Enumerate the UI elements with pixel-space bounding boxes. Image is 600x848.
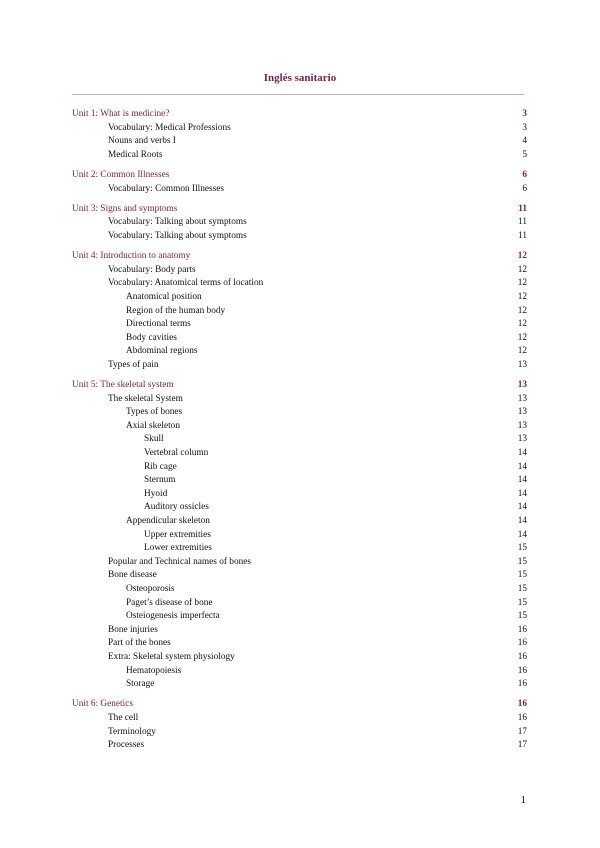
toc-entry[interactable] xyxy=(72,529,527,543)
toc-entry[interactable] xyxy=(72,216,527,230)
title-divider xyxy=(72,94,524,95)
toc-entry-title: Bone disease xyxy=(108,570,157,581)
toc-entry-title: Vertebral column xyxy=(144,448,209,459)
toc-entry[interactable] xyxy=(72,122,527,136)
toc-entry-page: 17 xyxy=(517,726,527,737)
toc-entry[interactable] xyxy=(72,277,527,291)
toc-entry-page: 3 xyxy=(522,122,527,133)
toc-entry[interactable] xyxy=(72,624,527,638)
toc-entry[interactable] xyxy=(72,149,527,163)
document-title: Inglés sanitario xyxy=(263,72,337,84)
toc-entry-page: 12 xyxy=(517,305,527,316)
toc-entry-title: Types of pain xyxy=(108,359,159,370)
toc-entry[interactable] xyxy=(72,420,527,434)
toc-entry-page: 15 xyxy=(517,570,527,581)
toc-entry-page: 16 xyxy=(517,712,527,723)
toc-entry-title: Bone injuries xyxy=(108,624,158,635)
toc-entry[interactable] xyxy=(72,665,527,679)
toc-entry-page: 14 xyxy=(517,475,527,486)
toc-entry[interactable] xyxy=(72,651,527,665)
toc-entry-page: 13 xyxy=(517,359,527,370)
toc-entry-title: Body cavities xyxy=(126,332,177,343)
toc-entry[interactable] xyxy=(72,332,527,346)
toc-entry-page: 11 xyxy=(518,230,527,241)
toc-entry-page: 17 xyxy=(517,740,527,751)
toc-entry[interactable] xyxy=(72,678,527,692)
toc-entry-title: Unit 2: Common Illnesses xyxy=(72,169,170,180)
toc-entry[interactable] xyxy=(72,318,527,332)
toc-entry[interactable] xyxy=(72,542,527,556)
toc-entry-page: 5 xyxy=(522,149,527,160)
toc-entry-page: 14 xyxy=(517,516,527,526)
toc-entry-page: 14 xyxy=(517,448,527,459)
toc-entry-page: 14 xyxy=(517,488,527,499)
toc-entry[interactable] xyxy=(72,406,527,420)
toc-entry[interactable] xyxy=(72,739,527,753)
toc-entry-page: 11 xyxy=(518,203,527,214)
toc-entry[interactable] xyxy=(72,726,527,740)
toc-entry-title: Osteiogenesis imperfecta xyxy=(126,611,220,622)
toc-entry-page: 14 xyxy=(517,502,527,513)
toc-entry[interactable] xyxy=(72,461,527,475)
toc-entry-title: Rib cage xyxy=(144,461,177,472)
toc-entry-title: The skeletal System xyxy=(108,393,183,404)
toc-entry-title: Directional terms xyxy=(126,319,191,330)
toc-entry-title: Vocabulary: Talking about symptoms xyxy=(108,230,247,241)
toc-entry[interactable] xyxy=(72,488,527,502)
toc-entry-page: 13 xyxy=(517,420,527,431)
toc-entry-title: Appendicular skeleton xyxy=(126,516,210,526)
toc-entry[interactable] xyxy=(72,583,527,597)
toc-entry[interactable] xyxy=(72,393,527,407)
toc-entry-page: 11 xyxy=(518,217,527,228)
toc-entry-page: 15 xyxy=(517,543,527,554)
toc-entry-title: Medical Roots xyxy=(108,149,163,160)
toc-entry-title: Hyoid xyxy=(144,488,168,499)
toc-entry-title: Popular and Technical names of bones xyxy=(108,556,251,567)
toc-entry-title: Vocabulary: Common Illnesses xyxy=(108,183,225,194)
toc-entry-page: 16 xyxy=(517,679,527,690)
toc-entry[interactable] xyxy=(72,474,527,488)
toc-entry[interactable] xyxy=(72,264,527,278)
toc-entry-title: Region of the human body xyxy=(126,305,226,316)
toc-entry-page: 14 xyxy=(517,529,527,540)
toc-entry-page: 16 xyxy=(517,624,527,635)
toc-entry-title: Abdominal regions xyxy=(126,346,198,357)
table-of-contents xyxy=(72,108,527,753)
toc-entry-title: Vocabulary: Anatomical terms of location xyxy=(108,278,264,289)
toc-unit-heading[interactable] xyxy=(72,379,527,393)
toc-entry-title: Types of bones xyxy=(126,407,183,418)
toc-entry[interactable] xyxy=(72,359,527,373)
toc-entry-page: 12 xyxy=(517,346,527,357)
toc-entry-title: Auditory ossicles xyxy=(144,502,209,513)
toc-entry-title: Part of the bones xyxy=(108,638,171,649)
toc-entry-page: 13 xyxy=(517,380,527,391)
toc-unit-heading[interactable] xyxy=(72,203,527,217)
toc-entry[interactable] xyxy=(72,230,527,244)
toc-entry-title: The cell xyxy=(108,712,139,723)
toc-entry-title: Unit 5: The skeletal system xyxy=(72,380,174,391)
toc-entry-page: 15 xyxy=(517,597,527,608)
toc-entry-title: Vocabulary: Medical Professions xyxy=(108,122,231,133)
toc-entry-title: Paget’s disease of bone xyxy=(126,597,213,608)
toc-entry-page: 6 xyxy=(522,183,527,194)
toc-entry[interactable] xyxy=(72,135,527,149)
toc-entry-title: Unit 1: What is medicine? xyxy=(72,109,170,119)
toc-entry-title: Lower extremities xyxy=(144,543,212,554)
toc-entry-page: 15 xyxy=(517,583,527,594)
toc-entry[interactable] xyxy=(72,183,527,197)
toc-entry-page: 12 xyxy=(517,264,527,275)
toc-entry-title: Storage xyxy=(126,679,155,690)
toc-entry-title: Vocabulary: Talking about symptoms xyxy=(108,217,247,228)
toc-entry-title: Hematopoiesis xyxy=(126,665,182,676)
toc-entry-title: Axial skeleton xyxy=(126,420,180,431)
toc-entry-title: Terminology xyxy=(108,726,156,737)
toc-unit-heading[interactable] xyxy=(72,698,527,712)
toc-entry-page: 12 xyxy=(517,291,527,302)
toc-entry-title: Vocabulary: Body parts xyxy=(108,264,196,275)
toc-entry-page: 13 xyxy=(517,407,527,418)
page-number: 1 xyxy=(520,794,526,806)
toc-entry[interactable] xyxy=(72,610,527,624)
toc-entry[interactable] xyxy=(72,305,527,319)
toc-entry-page: 16 xyxy=(517,651,527,662)
toc-entry-title: Upper extremities xyxy=(144,529,211,540)
toc-entry-page: 4 xyxy=(522,136,527,147)
toc-entry[interactable] xyxy=(72,291,527,305)
toc-entry[interactable] xyxy=(72,569,527,583)
toc-entry[interactable] xyxy=(72,556,527,570)
toc-entry-title: Unit 6: Genetics xyxy=(72,699,133,710)
toc-entry-page: 12 xyxy=(517,332,527,343)
toc-entry[interactable] xyxy=(72,597,527,611)
toc-unit-heading[interactable] xyxy=(72,108,527,122)
toc-entry-title: Extra: Skeletal system physiology xyxy=(108,651,235,662)
toc-entry-title: Osteoporosis xyxy=(126,583,175,594)
toc-entry-page: 15 xyxy=(517,556,527,567)
toc-entry-page: 14 xyxy=(517,461,527,472)
toc-entry[interactable] xyxy=(72,637,527,651)
toc-entry-title: Nouns and verbs I xyxy=(108,136,176,147)
toc-entry-page: 12 xyxy=(517,319,527,330)
toc-entry-page: 16 xyxy=(517,665,527,676)
toc-entry-title: Sternum xyxy=(144,475,176,486)
toc-entry[interactable] xyxy=(72,433,527,447)
toc-entry-title: Anatomical position xyxy=(126,291,202,302)
toc-entry[interactable] xyxy=(72,501,527,515)
toc-entry-title: Processes xyxy=(108,740,145,751)
toc-entry-title: Unit 4: Introduction to anatomy xyxy=(72,251,191,262)
toc-unit-heading[interactable] xyxy=(72,250,527,264)
toc-entry-page: 16 xyxy=(517,638,527,649)
toc-entry[interactable] xyxy=(72,515,527,529)
toc-entry-page: 12 xyxy=(517,278,527,289)
toc-entry[interactable] xyxy=(72,345,527,359)
toc-entry-page: 6 xyxy=(522,169,527,180)
toc-entry-page: 12 xyxy=(517,251,527,262)
toc-entry[interactable] xyxy=(72,447,527,461)
toc-entry-title: Skull xyxy=(144,434,164,445)
toc-entry-page: 13 xyxy=(517,393,527,404)
toc-entry-title: Unit 3: Signs and symptoms xyxy=(72,203,178,214)
toc-entry-page: 3 xyxy=(522,109,527,119)
toc-entry[interactable] xyxy=(72,712,527,726)
toc-entry-page: 13 xyxy=(517,434,527,445)
toc-entry-page: 15 xyxy=(517,611,527,622)
toc-unit-heading[interactable] xyxy=(72,169,527,183)
toc-entry-page: 16 xyxy=(517,699,527,710)
